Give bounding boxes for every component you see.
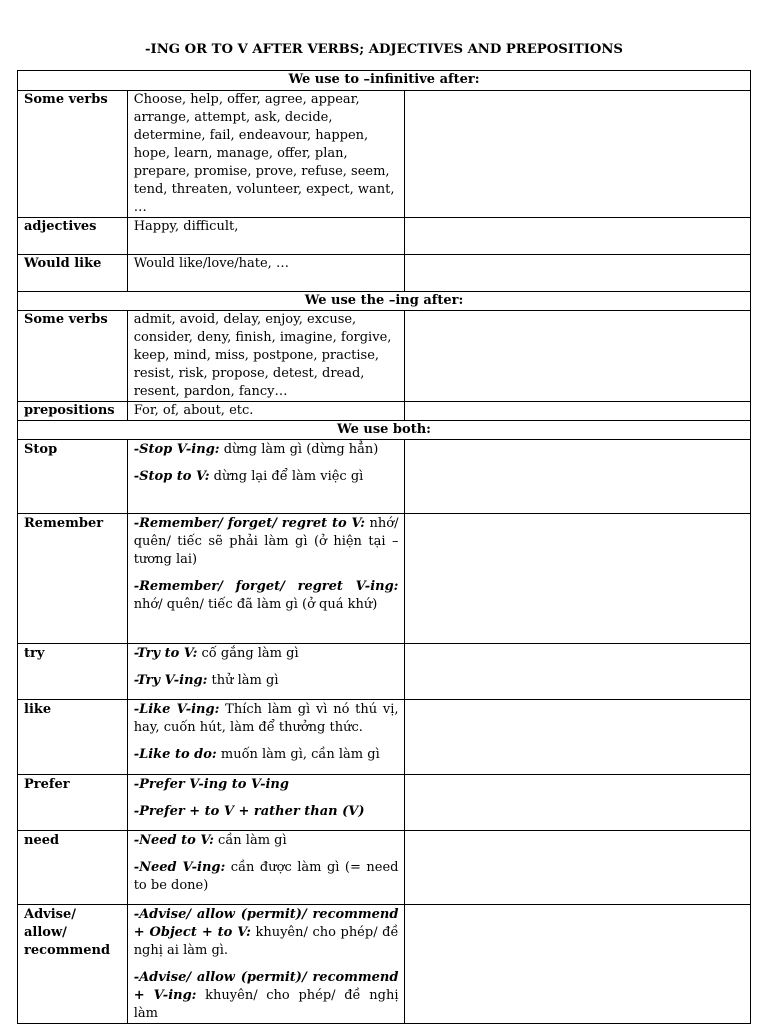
empty-cell — [405, 514, 751, 644]
row-content: For, of, about, etc. — [127, 402, 405, 421]
row-content: Choose, help, offer, agree, appear, arrange, attempt, ask, decide, determine, fail, endeavour, happen, hope, learn, manage, offer, plan, prepare, promise, prove, refuse, seem, tend, threaten, volunteer, expect, want, … — [127, 91, 405, 218]
section-header-row — [18, 421, 751, 440]
empty-cell — [405, 905, 751, 1024]
row-content — [127, 905, 405, 1024]
empty-cell — [405, 440, 751, 514]
row-label: Some verbs — [18, 311, 128, 402]
row-content — [127, 644, 405, 700]
row-content — [127, 831, 405, 905]
section-header-row — [18, 292, 751, 311]
empty-cell — [405, 218, 751, 255]
table-row — [18, 91, 751, 218]
table-row — [18, 514, 751, 644]
usage-line: -Prefer + to V + rather than (V) — [133, 804, 365, 819]
section-header-ing: We use the –ing after: — [18, 292, 751, 311]
usage-line: -Stop V-ing: dừng làm gì (dừng hẳn) — [133, 442, 379, 457]
table-row — [18, 775, 751, 831]
table-row — [18, 440, 751, 514]
section-header-infinitive: We use to –infinitive after: — [18, 71, 751, 91]
usage-line: -Need V-ing: cần được làm gì (= need to be done) — [133, 860, 399, 893]
table-row — [18, 644, 751, 700]
row-label: like — [18, 700, 128, 775]
row-label: Stop — [18, 440, 128, 514]
usage-line: -Advise/ allow (permit)/ recommend + Object + to V: khuyên/ cho phép/ đề nghị ai làm gì. — [133, 907, 399, 958]
row-content: admit, avoid, delay, enjoy, excuse, consider, deny, finish, imagine, forgive, keep, mind, miss, postpone, practise, resist, risk, propose, detest, dread, resent, pardon, fancy… — [127, 311, 405, 402]
empty-cell — [405, 91, 751, 218]
usage-line: -Need to V: cần làm gì — [133, 833, 287, 848]
row-content — [127, 514, 405, 644]
table-row — [18, 218, 751, 255]
empty-cell — [405, 831, 751, 905]
empty-cell — [405, 402, 751, 421]
usage-line: -Try V-ing: thử làm gì — [133, 673, 279, 688]
row-label: Would like — [18, 255, 128, 292]
table-row — [18, 700, 751, 775]
row-label: Some verbs — [18, 91, 128, 218]
usage-line: -Prefer V-ing to V-ing — [133, 777, 289, 792]
usage-line: -Stop to V: dừng lại để làm việc gì — [133, 469, 364, 484]
table-row — [18, 831, 751, 905]
table-row — [18, 905, 751, 1024]
section-header-row — [18, 71, 751, 91]
empty-cell — [405, 700, 751, 775]
empty-cell — [405, 255, 751, 292]
table-row — [18, 402, 751, 421]
usage-line: -Remember/ forget/ regret V-ing: nhớ/ quên/ tiếc đã làm gì (ở quá khứ) — [133, 579, 399, 612]
empty-cell — [405, 775, 751, 831]
empty-cell — [405, 644, 751, 700]
usage-line: -Like V-ing: Thích làm gì vì nó thú vị, hay, cuốn hút, làm để thưởng thức. — [133, 702, 399, 735]
usage-line: -Advise/ allow (permit)/ recommend + V-ing: khuyên/ cho phép/ đề nghị làm — [133, 970, 399, 1021]
table-row — [18, 311, 751, 402]
row-content — [127, 440, 405, 514]
table-row — [18, 255, 751, 292]
row-content: Would like/love/hate, … — [127, 255, 405, 292]
row-content: Happy, difficult, — [127, 218, 405, 255]
row-content — [127, 775, 405, 831]
row-content — [127, 700, 405, 775]
row-label: prepositions — [18, 402, 128, 421]
row-label: need — [18, 831, 128, 905]
empty-cell — [405, 311, 751, 402]
row-label: Prefer — [18, 775, 128, 831]
usage-line: -Like to do: muốn làm gì, cần làm gì — [133, 747, 380, 762]
row-label: adjectives — [18, 218, 128, 255]
row-label: try — [18, 644, 128, 700]
usage-line: -Remember/ forget/ regret to V: nhớ/ quên/ tiếc sẽ phải làm gì (ở hiện tại – tương lai) — [133, 516, 399, 567]
row-label: Advise/ allow/ recommend — [18, 905, 128, 1024]
section-header-both: We use both: — [18, 421, 751, 440]
row-label: Remember — [18, 514, 128, 644]
page-title: -ING OR TO V AFTER VERBS; ADJECTIVES AND PREPOSITIONS — [145, 42, 623, 57]
grammar-table — [17, 70, 751, 1024]
usage-line: -Try to V: cố gắng làm gì — [133, 646, 299, 661]
